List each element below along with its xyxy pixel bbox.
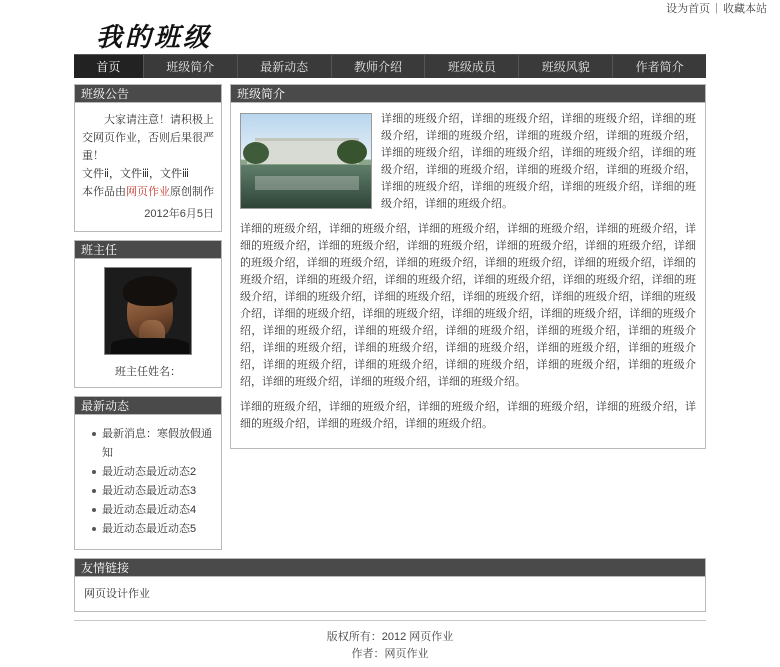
teacher-photo-box [75, 259, 221, 359]
intro-title: 班级简介 [231, 85, 705, 103]
news-body [75, 415, 221, 549]
main-navigation [74, 54, 706, 78]
friend-links-panel [74, 558, 706, 612]
nav-item-home[interactable]: 首页 [74, 55, 144, 78]
nav-item-teacher-intro[interactable]: 教师介绍 [332, 55, 426, 78]
list-item[interactable] [102, 463, 214, 482]
announcement-line-3-suffix: 原创制作 [170, 186, 214, 198]
news-link-5[interactable]: 最近动态最近动态5 [102, 523, 197, 535]
left-sidebar [74, 84, 222, 558]
announcement-line-3 [82, 183, 214, 201]
photo-tree-left [243, 142, 269, 164]
set-home-link[interactable]: 设为首页 [666, 3, 711, 15]
announcement-line-3-prefix: 本作品由 [82, 186, 126, 198]
list-item[interactable] [102, 501, 214, 520]
top-utility-bar [0, 0, 780, 16]
nav-item-class-intro[interactable]: 班级简介 [144, 55, 238, 78]
announcement-line-2: 文件ⅱ，文件ⅲ，文件ⅲ [82, 168, 190, 180]
teacher-panel [74, 240, 222, 388]
news-panel [74, 396, 222, 550]
nav-item-author-intro[interactable]: 作者简介 [635, 60, 684, 74]
news-link-2[interactable]: 最近动态最近动态2 [102, 466, 197, 478]
news-link-4[interactable]: 最近动态最近动态4 [102, 504, 197, 516]
announcement-body [75, 103, 221, 231]
news-link-1[interactable]: 最新消息：寒假放假通知 [102, 428, 212, 459]
bookmark-link[interactable]: 收藏本站 [723, 3, 767, 15]
site-header [74, 16, 706, 54]
announcement-date: 2012年6月5日 [144, 208, 214, 220]
announcement-panel [74, 84, 222, 232]
content-columns [74, 84, 706, 558]
friend-links-title: 友情链接 [75, 559, 705, 577]
photo-shoulder-shape [111, 338, 189, 354]
announcement-line-1: 大家请注意！请积极上交网页作业，否则后果很严重！ [82, 114, 214, 162]
main-content [230, 84, 706, 558]
topbar-separator: | [715, 2, 718, 14]
footer-author: 作者：网页作业 [351, 648, 429, 660]
photo-reflection [255, 176, 359, 190]
intro-paragraph-2: 详细的班级介绍，详细的班级介绍，详细的班级介绍，详细的班级介绍，详细的班级介绍，详细的班级介绍，详细的班级介绍，详细的班级介绍，详细的班级介绍，详细的班级介绍，详细的班级介绍，详细的班级介绍，详细的班级介绍，详细的班级介绍，详细的班级介绍，详细的班级介绍，详细的班级介绍，详细的班级介绍，详细的班级介绍，详细的班级介绍，详细的班级介绍，详细的班级介绍，详细的班级介绍，详细的班级介绍，详细的班级介绍，详细的班级介绍，详细的班级介绍，详细的班级介绍，详细的班级介绍，详细的班级介绍，详细的班级介绍，详细的班级介绍，详细的班级介绍，详细的班级介绍，详细的班级介绍，详细的班级介绍，详细的班级介绍，详细的班级介绍，详细的班级介绍，详细的班级介绍，详细的班级介绍，详细的班级介绍，详细的班级介绍，详细的班级介绍，详细的班级介绍，详细的班级介绍，详细的班级介绍，详细的班级介绍，详细的班级介绍。 [240, 223, 696, 388]
teacher-name-caption: 班主任姓名： [115, 366, 181, 378]
site-footer [74, 620, 706, 667]
photo-tree-right [337, 140, 367, 164]
intro-body [231, 103, 705, 448]
teacher-photo [104, 267, 192, 355]
footer-copyright: 版权所有：2012 网页作业 [326, 631, 454, 643]
intro-paragraph-3: 详细的班级介绍，详细的班级介绍，详细的班级介绍，详细的班级介绍，详细的班级介绍，详细的班级介绍，详细的班级介绍，详细的班级介绍。 [240, 401, 696, 430]
teacher-title: 班主任 [75, 241, 221, 259]
site-wrapper [74, 16, 706, 667]
intro-paragraph-1: 详细的班级介绍，详细的班级介绍，详细的班级介绍，详细的班级介绍，详细的班级介绍，详细的班级介绍，详细的班级介绍，详细的班级介绍，详细的班级介绍，详细的班级介绍，详细的班级介绍，详细的班级介绍，详细的班级介绍，详细的班级介绍，详细的班级介绍，详细的班级介绍，详细的班级介绍，详细的班级介绍，详细的班级介绍。 [381, 113, 696, 210]
news-link-3[interactable]: 最近动态最近动态3 [102, 485, 197, 497]
announcement-credit-link[interactable]: 网页作业 [126, 186, 170, 198]
nav-item-latest-news[interactable]: 最新动态 [238, 55, 332, 78]
nav-item-class-members[interactable]: 班级成员 [425, 55, 519, 78]
list-item[interactable] [102, 482, 214, 501]
intro-panel [230, 84, 706, 449]
announcement-title: 班级公告 [75, 85, 221, 103]
nav-item-class-style[interactable]: 班级风貌 [519, 55, 613, 78]
list-item[interactable] [102, 520, 214, 539]
news-list [82, 423, 214, 541]
news-title: 最新动态 [75, 397, 221, 415]
campus-photo [240, 113, 372, 209]
friend-link-1[interactable]: 网页设计作业 [84, 588, 150, 600]
photo-hair-shape [123, 276, 177, 306]
site-logo: 我的班级 [96, 22, 213, 52]
list-item[interactable] [102, 425, 214, 463]
friend-links-body [75, 577, 705, 611]
